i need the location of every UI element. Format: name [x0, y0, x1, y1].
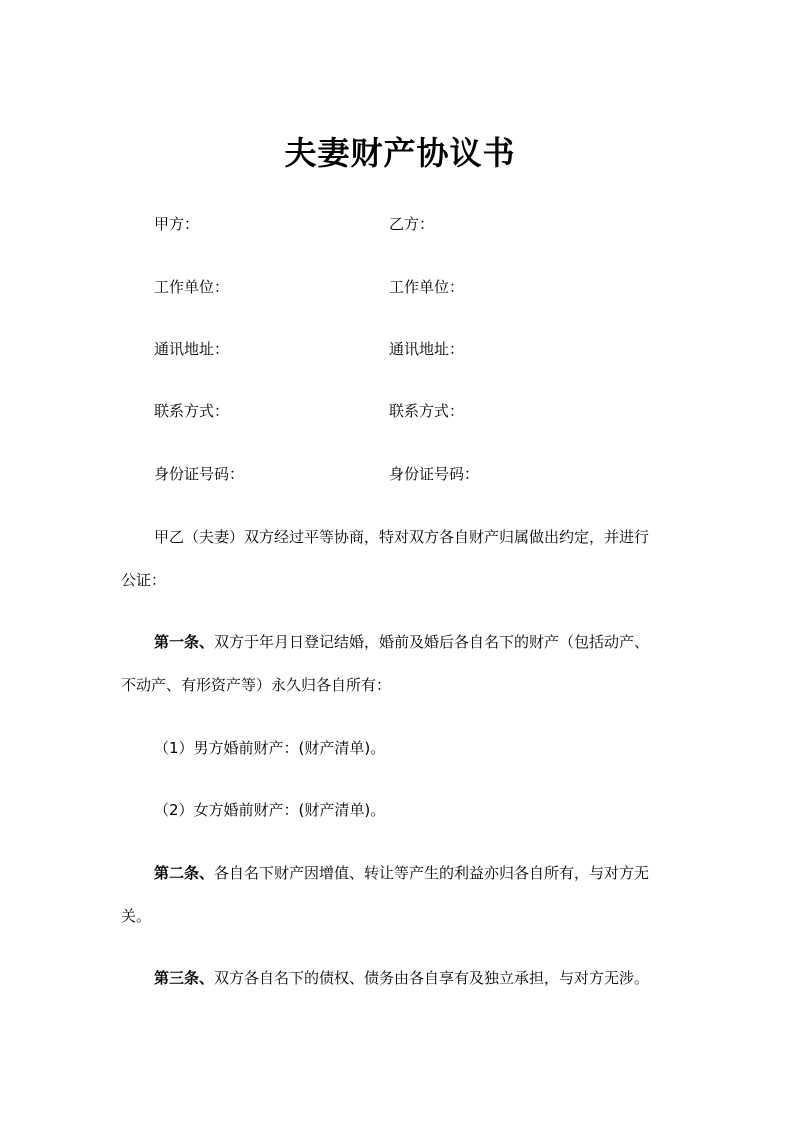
party-a-id-label: 身份证号码：: [154, 465, 245, 483]
article-2-label: 第二条、: [154, 864, 215, 882]
article-2-text: 各自名下财产因增值、转让等产生的利益亦归各自所有，与对方无: [214, 864, 650, 882]
article-1-item-2: （2）女方婚前财产：(财产清单)。: [154, 801, 386, 819]
article-1-label: 第一条、: [154, 633, 215, 651]
party-b-contact-label: 联系方式：: [389, 402, 465, 420]
article-2-line-2: 关。: [121, 907, 152, 925]
party-b-workplace-label: 工作单位：: [389, 278, 465, 296]
party-b-id-label: 身份证号码：: [389, 465, 480, 483]
party-row-address: [0, 337, 800, 361]
party-row-contact: [0, 399, 800, 423]
party-a-label: 甲方：: [154, 215, 200, 233]
document-title: 夫妻财产协议书: [284, 134, 516, 172]
intro-line-1: 甲乙（夫妻）双方经过平等协商，特对双方各自财产归属做出约定，并进行: [154, 528, 650, 546]
party-b-address-label: 通讯地址：: [389, 340, 465, 358]
party-b-label: 乙方：: [389, 215, 435, 233]
party-row-workplace: [0, 275, 800, 299]
article-1-item-1: （1）男方婚前财产：(财产清单)。: [154, 739, 386, 757]
article-3-line-1: [154, 966, 649, 990]
party-a-contact-label: 联系方式：: [154, 402, 230, 420]
article-1-line-1: [154, 630, 649, 654]
article-1-text: 双方于年月日登记结婚，婚前及婚后各自名下的财产（包括动产、: [214, 633, 650, 651]
article-3-label: 第三条、: [154, 969, 215, 987]
article-3-text: 双方各自名下的债权、债务由各自享有及独立承担，与对方无涉。: [214, 969, 650, 987]
intro-line-2: 公证：: [121, 571, 167, 589]
article-2-line-1: [154, 861, 649, 885]
article-1-line-2: 不动产、有形资产等）永久归各自所有：: [121, 676, 392, 694]
party-row-id-number: [0, 462, 800, 486]
party-row-name: [0, 212, 800, 236]
party-a-workplace-label: 工作单位：: [154, 278, 230, 296]
party-a-address-label: 通讯地址：: [154, 340, 230, 358]
